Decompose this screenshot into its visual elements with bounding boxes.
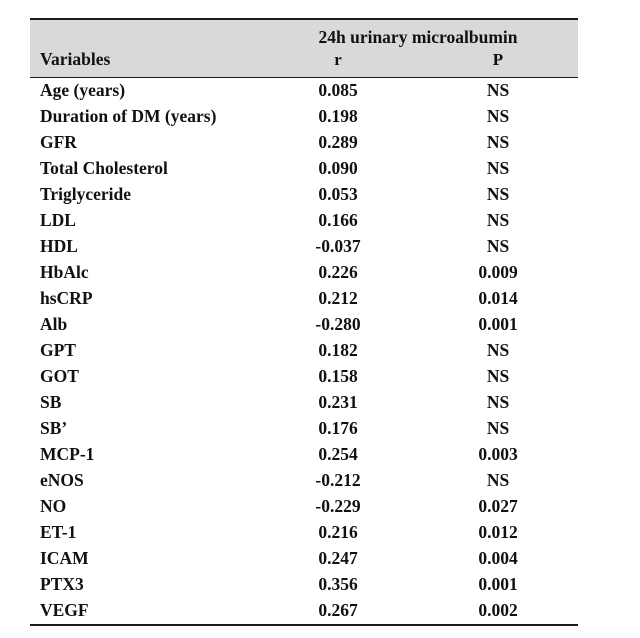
cell-variable: GFR — [30, 130, 258, 156]
cell-p: 0.009 — [418, 260, 578, 286]
cell-p: NS — [418, 390, 578, 416]
cell-r: 0.053 — [258, 182, 418, 208]
table-row — [30, 156, 578, 182]
cell-r: 0.176 — [258, 416, 418, 442]
table-row — [30, 442, 578, 468]
table-bottom-rule — [30, 625, 578, 626]
table-row — [30, 416, 578, 442]
cell-variable: PTX3 — [30, 572, 258, 598]
cell-variable: HbAlc — [30, 260, 258, 286]
cell-p: NS — [418, 364, 578, 390]
cell-p: NS — [418, 78, 578, 104]
table-row — [30, 546, 578, 572]
column-header-p: P — [418, 50, 578, 78]
table-row — [30, 260, 578, 286]
cell-p: NS — [418, 338, 578, 364]
cell-variable: SB — [30, 390, 258, 416]
table-row — [30, 208, 578, 234]
cell-variable: HDL — [30, 234, 258, 260]
column-header-r: r — [258, 50, 418, 78]
cell-variable: VEGF — [30, 598, 258, 625]
table-row — [30, 104, 578, 130]
cell-p: NS — [418, 416, 578, 442]
table-row — [30, 390, 578, 416]
cell-variable: ICAM — [30, 546, 258, 572]
cell-p: NS — [418, 234, 578, 260]
cell-p: NS — [418, 182, 578, 208]
table-row — [30, 234, 578, 260]
cell-variable: Total Cholesterol — [30, 156, 258, 182]
cell-p: 0.001 — [418, 312, 578, 338]
cell-r: 0.267 — [258, 598, 418, 625]
cell-r: 0.289 — [258, 130, 418, 156]
table-row — [30, 494, 578, 520]
table-row — [30, 286, 578, 312]
cell-p: 0.014 — [418, 286, 578, 312]
cell-p: 0.004 — [418, 546, 578, 572]
table-body — [30, 78, 578, 626]
cell-p: 0.001 — [418, 572, 578, 598]
cell-r: -0.212 — [258, 468, 418, 494]
cell-r: -0.229 — [258, 494, 418, 520]
cell-p: 0.003 — [418, 442, 578, 468]
cell-r: -0.037 — [258, 234, 418, 260]
cell-p: NS — [418, 130, 578, 156]
cell-variable: SB’ — [30, 416, 258, 442]
table-row — [30, 182, 578, 208]
cell-r: 0.254 — [258, 442, 418, 468]
cell-p: NS — [418, 104, 578, 130]
cell-r: 0.247 — [258, 546, 418, 572]
cell-variable: Age (years) — [30, 78, 258, 104]
cell-variable: Alb — [30, 312, 258, 338]
cell-variable: ET-1 — [30, 520, 258, 546]
table-row — [30, 468, 578, 494]
cell-p: NS — [418, 468, 578, 494]
cell-r: 0.231 — [258, 390, 418, 416]
cell-variable: LDL — [30, 208, 258, 234]
correlation-table — [30, 18, 578, 626]
cell-variable: MCP-1 — [30, 442, 258, 468]
correlation-table-container — [30, 18, 578, 626]
table-row — [30, 364, 578, 390]
cell-r: 0.226 — [258, 260, 418, 286]
table-row — [30, 598, 578, 625]
cell-r: 0.356 — [258, 572, 418, 598]
cell-r: 0.216 — [258, 520, 418, 546]
cell-r: 0.166 — [258, 208, 418, 234]
cell-r: 0.090 — [258, 156, 418, 182]
cell-r: 0.158 — [258, 364, 418, 390]
table-header-row-main — [30, 20, 578, 50]
cell-p: 0.002 — [418, 598, 578, 625]
table-row — [30, 130, 578, 156]
cell-r: 0.212 — [258, 286, 418, 312]
cell-p: 0.027 — [418, 494, 578, 520]
table-row — [30, 312, 578, 338]
table-head — [30, 19, 578, 78]
cell-variable: GOT — [30, 364, 258, 390]
cell-p: NS — [418, 156, 578, 182]
cell-variable: eNOS — [30, 468, 258, 494]
cell-variable: hsCRP — [30, 286, 258, 312]
cell-r: 0.198 — [258, 104, 418, 130]
cell-r: -0.280 — [258, 312, 418, 338]
column-header-group: 24h urinary microalbumin — [258, 20, 578, 50]
table-row — [30, 572, 578, 598]
cell-p: 0.012 — [418, 520, 578, 546]
cell-variable: Triglyceride — [30, 182, 258, 208]
cell-variable: NO — [30, 494, 258, 520]
column-header-variables: Variables — [30, 20, 258, 77]
table-row — [30, 78, 578, 104]
cell-variable: Duration of DM (years) — [30, 104, 258, 130]
cell-r: 0.085 — [258, 78, 418, 104]
cell-variable: GPT — [30, 338, 258, 364]
table-row — [30, 520, 578, 546]
cell-p: NS — [418, 208, 578, 234]
cell-r: 0.182 — [258, 338, 418, 364]
table-row — [30, 338, 578, 364]
